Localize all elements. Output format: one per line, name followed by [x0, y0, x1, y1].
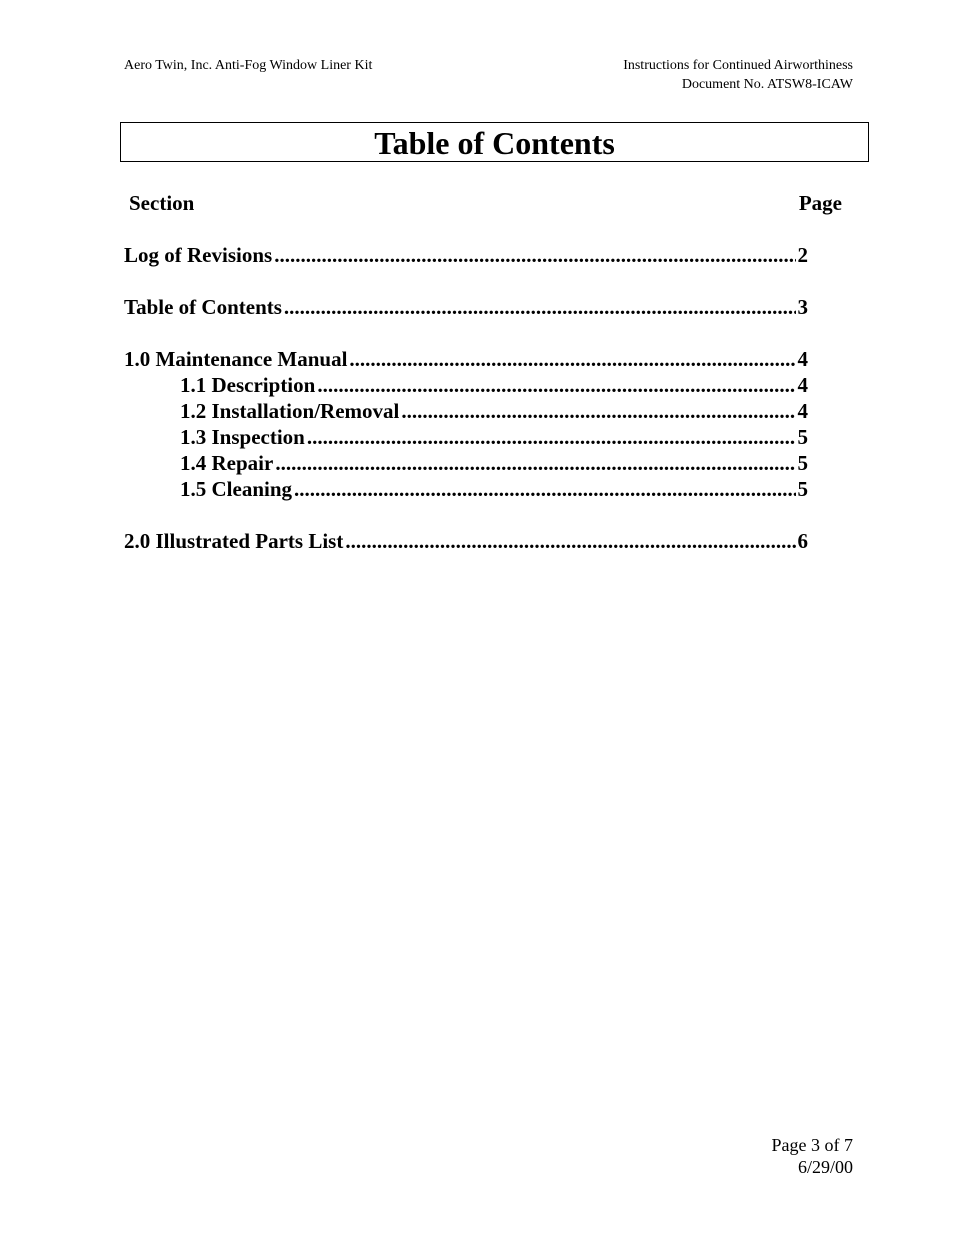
toc-entry-log-of-revisions[interactable] — [124, 242, 808, 268]
dot-leader — [401, 398, 795, 424]
header-document-title: Aero Twin, Inc. Anti-Fog Window Liner Kit — [124, 58, 373, 73]
page-number: Page 3 of 7 — [771, 1135, 853, 1155]
toc-entry-label: Table of Contents — [124, 295, 282, 319]
dot-leader — [275, 450, 795, 476]
toc-entry-label: 1.2 Installation/Removal — [180, 399, 400, 423]
toc-entry-installation-removal[interactable] — [124, 398, 808, 424]
dot-leader — [274, 242, 795, 268]
toc-list — [124, 242, 808, 554]
toc-entry-repair[interactable] — [124, 450, 808, 476]
toc-entry-page: 4 — [797, 373, 808, 397]
toc-entry-label: 1.4 Repair — [180, 451, 274, 475]
dot-leader — [294, 476, 795, 502]
title-box — [120, 122, 869, 162]
toc-entry-maintenance-manual[interactable] — [124, 346, 808, 372]
toc-entry-page: 2 — [797, 243, 808, 267]
toc-entry-label: 1.1 Description — [180, 373, 316, 397]
dot-leader — [284, 294, 796, 320]
header-doc-number: Document No. ATSW8-ICAW — [681, 77, 853, 92]
toc-entry-label: 1.3 Inspection — [180, 425, 305, 449]
dot-leader — [317, 372, 795, 398]
toc-entry-label: 1.0 Maintenance Manual — [124, 347, 348, 371]
toc-entry-label: 2.0 Illustrated Parts List — [124, 529, 344, 553]
header-right — [623, 56, 853, 94]
dot-leader — [349, 346, 795, 372]
header-doc-type: Instructions for Continued Airworthiness — [623, 58, 853, 73]
toc-entry-illustrated-parts-list[interactable] — [124, 528, 808, 554]
page-column-header: Page — [798, 191, 842, 215]
section-column-header: Section — [129, 191, 195, 215]
toc-entry-page: 4 — [797, 399, 808, 423]
toc-entry-page: 5 — [797, 477, 808, 501]
dot-leader — [307, 424, 796, 450]
toc-entry-cleaning[interactable] — [124, 476, 808, 502]
toc-entry-table-of-contents[interactable] — [124, 294, 808, 320]
toc-entry-page: 5 — [797, 425, 808, 449]
page-title: Table of Contents — [374, 125, 615, 161]
footer — [772, 1134, 853, 1178]
toc-entry-page: 3 — [797, 295, 808, 319]
toc-entry-inspection[interactable] — [124, 424, 808, 450]
toc-entry-page: 6 — [797, 529, 808, 553]
toc-entry-description[interactable] — [124, 372, 808, 398]
toc-entry-page: 4 — [797, 347, 808, 371]
toc-entry-label: 1.5 Cleaning — [180, 477, 293, 501]
dot-leader — [345, 528, 795, 554]
toc-entry-page: 5 — [797, 451, 808, 475]
toc-entry-label: Log of Revisions — [124, 243, 273, 267]
revision-date: 6/29/00 — [797, 1157, 853, 1177]
